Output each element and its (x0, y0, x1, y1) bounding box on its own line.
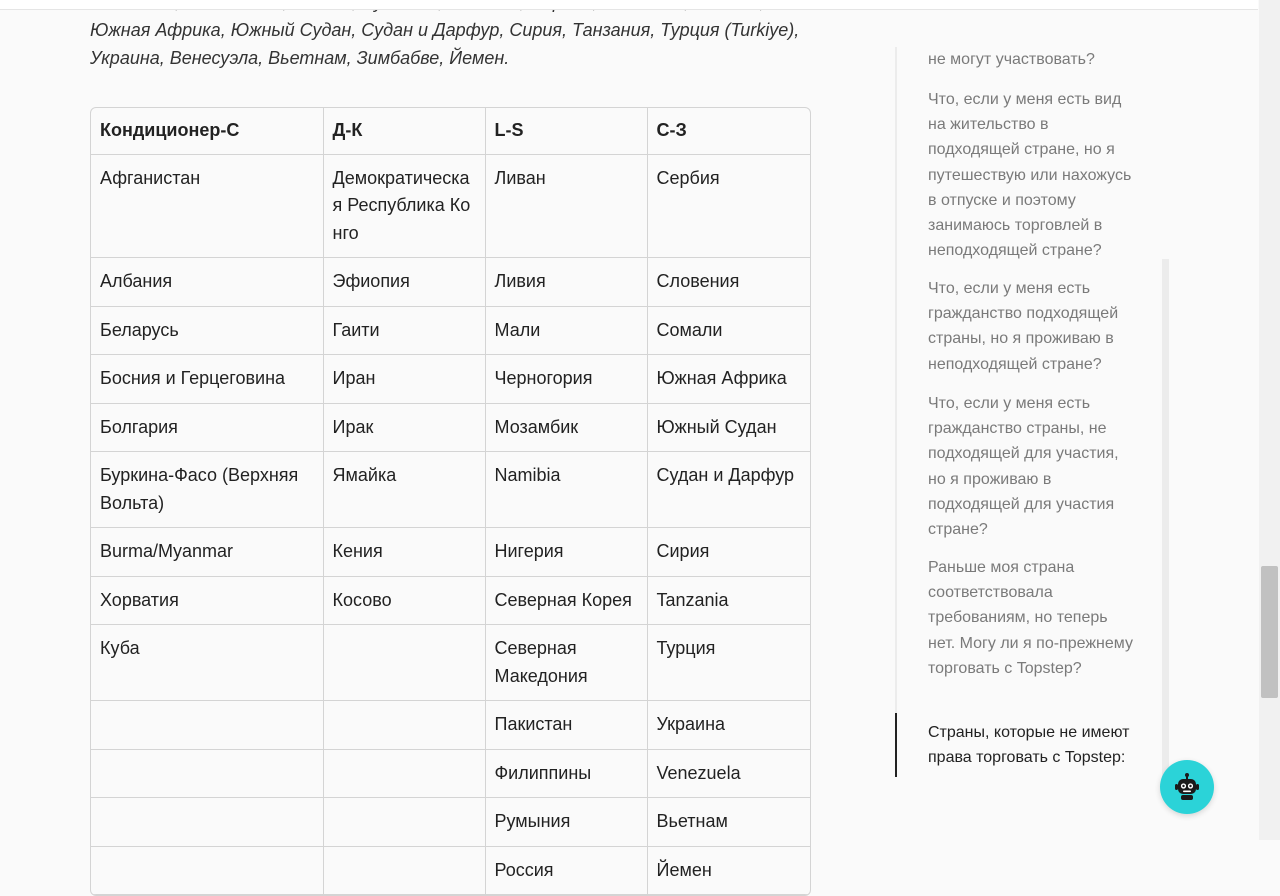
cell-text: Ямайка (332, 465, 397, 485)
table-row (91, 403, 810, 452)
toc-link-active[interactable]: Страны, которые не имеют права торговать с Topstep: (928, 724, 1130, 767)
cell-text: Косово (332, 589, 392, 610)
table-cell (647, 306, 810, 355)
cell-text: Турция (656, 638, 716, 658)
toc-active-indicator (895, 713, 897, 777)
table-row (91, 306, 810, 355)
toc-link[interactable]: Что, если у меня есть гражданство страны, не подходящей для участия, но я проживаю в подходящей для участия стране? (928, 395, 1119, 539)
table-cell (91, 528, 323, 577)
toc-link[interactable]: не могут участвовать? (928, 51, 1095, 68)
table-cell (91, 355, 323, 404)
cell-text: Буркина-Фасо (Верхняя Вольта) (100, 465, 299, 513)
cell-text: Куба (100, 638, 140, 658)
cell-text: Ирак (332, 416, 374, 437)
cell-text: Сомали (656, 319, 723, 340)
cell-text: Северная Корея (494, 589, 632, 610)
table-cell (91, 625, 323, 701)
table-cell (323, 749, 485, 798)
table-cell (323, 798, 485, 847)
cell-text: Судан и Дарфур (656, 465, 795, 485)
cell-text: Venezuela (656, 762, 741, 783)
browser-top-strip (0, 0, 1258, 10)
table-cell (485, 258, 647, 307)
table-cell (323, 403, 485, 452)
table-cell (647, 625, 810, 701)
table-cell (323, 576, 485, 625)
cell-text: Ливан (494, 167, 546, 188)
page-scrollbar-thumb[interactable] (1261, 566, 1278, 698)
intro-line: Украина, Венесуэла, Вьетнам, Зимбабве, Йемен. (90, 48, 510, 68)
table-row (91, 576, 810, 625)
table-cell (323, 258, 485, 307)
toc-link[interactable]: Что, если у меня есть гражданство подходящей страны, но я проживаю в неподходящей стране? (928, 280, 1119, 373)
table-cell (91, 403, 323, 452)
cell-text: Вьетнам (656, 811, 728, 831)
column-header: С-З (647, 108, 810, 154)
toc-link[interactable]: Что, если у меня есть вид на жительство в подходящей стране, но я путешествую или нахожусь в отпуске и поэтому занимаюсь торговлей в неподходящей стране? (928, 91, 1132, 260)
cell-text: Burma/Myanmar (100, 541, 234, 561)
table-header-row (91, 108, 810, 154)
table-row (91, 701, 810, 750)
cell-text: Словения (656, 271, 740, 291)
robot-chat-icon (1172, 772, 1202, 802)
table-row (91, 846, 810, 895)
cell-text: Ливия (494, 271, 546, 291)
cell-text (333, 808, 476, 835)
table-cell (91, 576, 323, 625)
chat-widget-button[interactable] (1160, 760, 1214, 814)
cell-text (100, 808, 314, 835)
cell-text: Албания (100, 271, 173, 291)
table-cell (647, 846, 810, 895)
cell-text: Филиппины (494, 762, 592, 783)
cell-text (333, 857, 476, 884)
table-cell (91, 798, 323, 847)
cell-text: Южный Судан (656, 416, 777, 437)
table-cell (91, 701, 323, 750)
table-row (91, 749, 810, 798)
page-scrollbar-track[interactable] (1259, 0, 1280, 840)
cell-text: Украина (656, 714, 726, 734)
table-cell (323, 355, 485, 404)
cell-text: Афганистан (100, 167, 201, 188)
table-cell (485, 452, 647, 528)
cell-text (333, 760, 476, 787)
cell-text: Демократическая Республика Конго (332, 167, 471, 243)
table-cell (485, 576, 647, 625)
cell-text: Сербия (656, 167, 720, 188)
cell-text: Гаити (332, 319, 380, 340)
cell-text: Пакистан (494, 714, 573, 734)
table-cell (485, 846, 647, 895)
table-cell (647, 154, 810, 258)
table-cell (91, 749, 323, 798)
table-cell (647, 749, 810, 798)
table-cell (647, 403, 810, 452)
cell-text: Мозамбик (494, 416, 579, 437)
table-row (91, 154, 810, 258)
table-cell (485, 798, 647, 847)
table-cell (647, 576, 810, 625)
table-cell (323, 701, 485, 750)
table-cell (485, 403, 647, 452)
table-cell (91, 154, 323, 258)
table-cell (485, 306, 647, 355)
table-cell (323, 306, 485, 355)
table-cell (485, 749, 647, 798)
cell-text (333, 711, 476, 738)
cell-text (100, 760, 314, 787)
table-cell (323, 154, 485, 258)
cell-text: Нигерия (494, 541, 564, 561)
table-cell (647, 452, 810, 528)
cell-text: Эфиопия (332, 271, 410, 291)
cell-text: Namibia (494, 465, 561, 485)
table-cell (647, 355, 810, 404)
table-cell (485, 154, 647, 258)
table-cell (323, 846, 485, 895)
intro-paragraph (90, 0, 810, 72)
table-cell (485, 528, 647, 577)
table-cell (647, 258, 810, 307)
table-row (91, 625, 810, 701)
table-of-contents (895, 47, 1170, 777)
cell-text: Черногория (494, 368, 593, 388)
column-header: Кондиционер-С (91, 108, 323, 154)
table-cell (485, 355, 647, 404)
table-row (91, 355, 810, 404)
table-cell (485, 701, 647, 750)
cell-text: Иран (332, 368, 376, 388)
cell-text: Беларусь (100, 319, 179, 340)
cell-text: Северная Македония (494, 638, 588, 686)
toc-link[interactable]: Раньше моя страна соответствовала требованиям, но теперь нет. Могу ли я по-прежнему торговать с Topstep? (928, 559, 1133, 677)
table-cell (323, 625, 485, 701)
table-cell (91, 258, 323, 307)
table-cell (91, 306, 323, 355)
cell-text: Румыния (494, 811, 571, 831)
toc-rail (895, 47, 897, 777)
table-cell (485, 625, 647, 701)
countries-table (90, 107, 811, 896)
cell-text (100, 857, 314, 884)
cell-text: Россия (494, 859, 554, 880)
table-cell (647, 528, 810, 577)
intro-line: Южная Африка, Южный Судан, Судан и Дарфур, Сирия, Танзания, Турция (Turkiye), (90, 20, 800, 40)
table-row (91, 798, 810, 847)
column-header: Д-К (323, 108, 485, 154)
cell-text: Tanzania (656, 589, 729, 610)
toc-scrollbar[interactable] (1162, 259, 1169, 777)
table-row (91, 258, 810, 307)
cell-text: Хорватия (100, 589, 179, 610)
table-cell (647, 798, 810, 847)
cell-text (100, 711, 314, 738)
cell-text: Босния и Герцеговина (100, 368, 286, 388)
cell-text (333, 635, 476, 662)
cell-text: Южная Африка (656, 368, 787, 388)
cell-text: Болгария (100, 416, 178, 437)
table-row (91, 452, 810, 528)
cell-text: Сирия (656, 541, 710, 561)
table-cell (91, 452, 323, 528)
table-cell (91, 846, 323, 895)
table-cell (323, 452, 485, 528)
table-row (91, 528, 810, 577)
cell-text: Йемен (656, 859, 712, 880)
cell-text: Мали (494, 319, 541, 340)
cell-text: Кения (332, 541, 383, 561)
column-header: L-S (485, 108, 647, 154)
table-cell (323, 528, 485, 577)
table-cell (647, 701, 810, 750)
